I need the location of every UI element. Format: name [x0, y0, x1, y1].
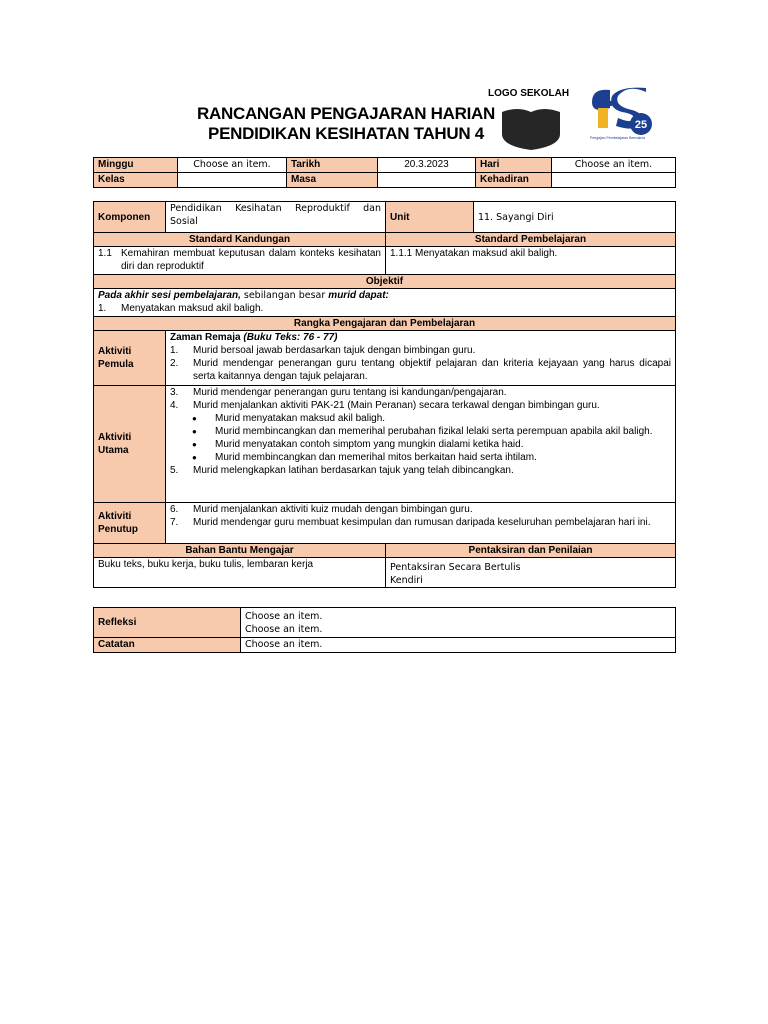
logo-label: LOGO SEKOLAH [488, 88, 570, 99]
penutup-item-number: 7. [170, 517, 179, 528]
sp-text: 1.1.1 Menyatakan maksud akil baligh. [386, 247, 676, 275]
sk-number: 1.1 [98, 248, 112, 259]
pemula-item-text: Murid mendengar penerangan guru tentang objektif pelajaran dan kriteria kejayaan yang harus dicapai serta kaitannya dengan tajuk pelajaran. [193, 358, 671, 382]
objektif-intro-b: sebilangan besar [240, 290, 329, 301]
minggu-label: Minggu [94, 158, 178, 173]
pentaksiran-line2: Kendiri [390, 575, 423, 586]
objektif-intro [98, 289, 671, 302]
penutup-item-text: Murid menjalankan aktiviti kuiz mudah dengan bimbingan guru. [193, 504, 473, 515]
utama-bullet-text: Murid menyatakan contoh simptom yang mungkin dialami ketika haid. [215, 439, 524, 450]
komponen-label: Komponen [94, 202, 166, 233]
pemula-item-number: 2. [170, 358, 179, 369]
hari-label: Hari [476, 158, 552, 173]
utama-bullet [170, 451, 671, 464]
utama-bullet-text: Murid menyatakan maksud akil baligh. [215, 413, 386, 424]
info-table [93, 157, 676, 188]
minggu-dropdown[interactable]: Choose an item. [178, 158, 287, 173]
utama-bullet [170, 425, 671, 438]
sk-header: Standard Kandungan [94, 233, 386, 247]
pentaksiran-line1: Pentaksiran Secara Bertulis [390, 562, 521, 573]
topic-title-text: Zaman Remaja [170, 332, 244, 343]
page-title-line1: RANCANGAN PENGAJARAN HARIAN [197, 104, 495, 123]
catatan-dropdown[interactable]: Choose an item. [241, 638, 676, 653]
kehadiran-field[interactable] [552, 173, 676, 188]
bullet-icon: ● [192, 427, 197, 436]
objektif-cell [94, 289, 676, 317]
refleksi-value[interactable] [241, 608, 676, 638]
kelas-label: Kelas [94, 173, 178, 188]
pemula-item-text: Murid bersoal jawab berdasarkan tajuk dengan bimbingan guru. [193, 345, 476, 356]
utama-item-number: 4. [170, 400, 179, 411]
tarikh-label: Tarikh [287, 158, 378, 173]
objektif-intro-a: Pada akhir sesi pembelajaran, [98, 290, 241, 301]
utama-bullet-text: Murid membincangkan dan memerihal mitos berkaitan haid serta ihtilam. [215, 452, 537, 463]
unit-value[interactable]: 11. Sayangi Diri [474, 202, 676, 233]
sk-cell [94, 247, 386, 275]
topic-ref: (Buku Teks: 76 - 77) [243, 332, 338, 343]
utama-item-number: 3. [170, 387, 179, 398]
hari-dropdown[interactable]: Choose an item. [552, 158, 676, 173]
penutup-item [170, 516, 671, 529]
objektif-header: Objektif [94, 275, 676, 289]
is25-logo-icon [588, 84, 656, 142]
objective-text: Menyatakan maksud akil baligh. [121, 303, 264, 314]
pentaksiran-value[interactable] [386, 558, 676, 588]
kehadiran-label: Kehadiran [476, 173, 552, 188]
pemula-item [170, 357, 671, 383]
catatan-label: Catatan [94, 638, 241, 653]
bullet-icon: ● [192, 453, 197, 462]
pemula-item-number: 1. [170, 345, 179, 356]
utama-item [170, 399, 671, 412]
refleksi-dropdown-1[interactable]: Choose an item. [245, 611, 323, 622]
utama-item-text: Murid menjalankan aktiviti PAK-21 (Main Peranan) secara terkawal dengan bimbingan guru. [193, 400, 600, 411]
utama-cell [166, 386, 676, 503]
utama-item-text: Murid mendengar penerangan guru tentang isi kandungan/pengajaran. [193, 387, 507, 398]
brand-caption: Pengajian Pembelajaran Bermakna [590, 136, 646, 140]
utama-bullet [170, 438, 671, 451]
bbm-header: Bahan Bantu Mengajar [94, 544, 386, 558]
pemula-cell [166, 331, 676, 386]
refleksi-label: Refleksi [94, 608, 241, 638]
utama-item-text: Murid melengkapkan latihan berdasarkan tajuk yang telah dibincangkan. [193, 465, 514, 476]
komponen-value-line2: Sosial [170, 216, 198, 227]
masa-label: Masa [287, 173, 378, 188]
brand-number: 25 [634, 119, 648, 131]
refleksi-dropdown-2[interactable]: Choose an item. [245, 624, 323, 635]
komponen-value-line1: Pendidikan Kesihatan Reproduktif dan [170, 203, 381, 214]
pentaksiran-header: Pentaksiran dan Penilaian [386, 544, 676, 558]
penutup-item-text: Murid mendengar guru membuat kesimpulan dan rumusan daripada keseluruhan pembelajaran hari ini. [193, 517, 651, 528]
utama-label: Aktiviti Utama [94, 386, 166, 503]
masa-field[interactable] [378, 173, 476, 188]
sk-text: Kemahiran membuat keputusan dalam konteks kesihatan diri dan reproduktif [121, 248, 381, 272]
utama-bullet [170, 412, 671, 425]
penutup-item [170, 503, 671, 516]
sp-header: Standard Pembelajaran [386, 233, 676, 247]
lesson-plan-table [93, 201, 676, 588]
penutup-label: Aktiviti Penutup [94, 503, 166, 544]
refleksi-table [93, 607, 676, 653]
pemula-label: Aktiviti Pemula [94, 331, 166, 386]
penutup-item-number: 6. [170, 504, 179, 515]
shield-logo-icon [498, 106, 564, 150]
page-title-line2: PENDIDIKAN KESIHATAN TAHUN 4 [208, 124, 484, 143]
utama-item [170, 464, 671, 477]
unit-label: Unit [386, 202, 474, 233]
topic-title [170, 331, 671, 344]
objective-number: 1. [98, 303, 107, 314]
objective-item [98, 302, 671, 315]
bullet-icon: ● [192, 414, 197, 423]
penutup-cell [166, 503, 676, 544]
utama-item [170, 386, 671, 399]
bullet-icon: ● [192, 440, 197, 449]
komponen-value[interactable] [166, 202, 386, 233]
utama-item-number: 5. [170, 465, 179, 476]
bbm-value[interactable]: Buku teks, buku kerja, buku tulis, lembaran kerja [94, 558, 386, 588]
utama-bullet-text: Murid membincangkan dan memerihal perubahan fizikal lelaki serta perempuan apabila akil baligh. [215, 426, 653, 437]
rangka-header: Rangka Pengajaran dan Pembelajaran [94, 317, 676, 331]
pemula-item [170, 344, 671, 357]
objektif-intro-c: murid dapat: [328, 290, 389, 301]
tarikh-field[interactable]: 20.3.2023 [378, 158, 476, 173]
kelas-field[interactable] [178, 173, 287, 188]
